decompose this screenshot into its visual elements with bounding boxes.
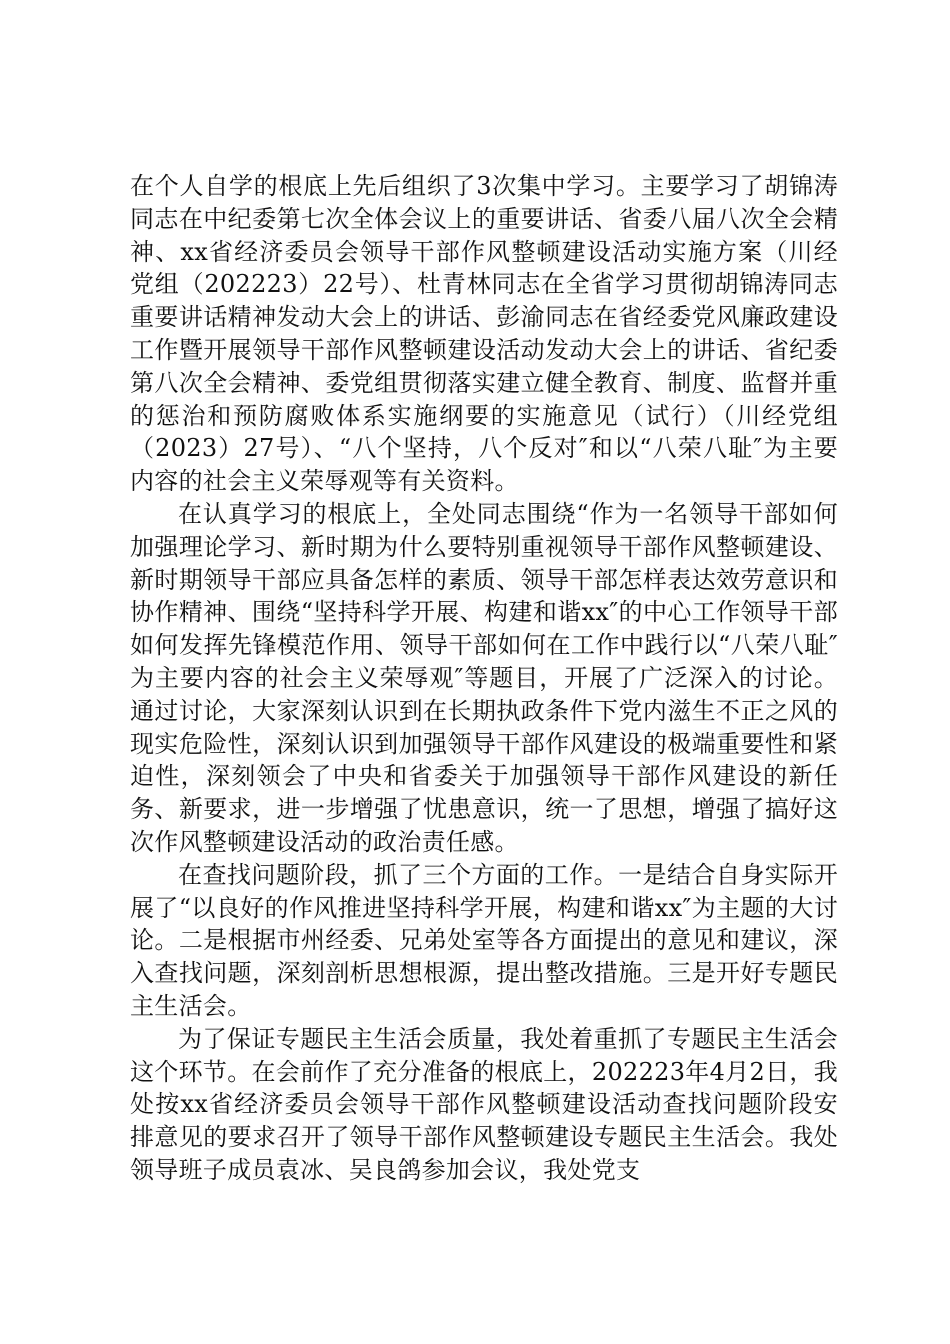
paragraph-2: 在认真学习的根底上，全处同志围绕“作为一名领导干部如何加强理论学习、新时期为什么要特别重视领导干部作风整顿建设、新时期领导干部应具备怎样的素质、领导干部怎样表达效劳意识和协作精神、围绕“坚持科学开展、构建和谐xx″的中心工作领导干部如何发挥先锋模范作用、领导干部如何在工作中践行以“八荣八耻″为主要内容的社会主义荣辱观″等题目，开展了广泛深入的讨论。通过讨论，大家深刻认识到在长期执政条件下党内滋生不正之风的现实危险性，深刻认识到加强领导干部作风建设的极端重要性和紧迫性，深刻领会了中央和省委关于加强领导干部作风建设的新任务、新要求，进一步增强了忧患意识，统一了思想，增强了搞好这次作风整顿建设活动的政治责任感。 — [130, 499, 838, 856]
paragraph-4: 为了保证专题民主生活会质量，我处着重抓了专题民主生活会这个环节。在会前作了充分准备的根底上，202223年4月2日，我处按xx省经济委员会领导干部作风整顿建设活动查找问题阶段安排意见的要求召开了领导干部作风整顿建设专题民主生活会。我处领导班子成员袁冰、吴良鸽参加会议，我处党支 — [130, 1024, 838, 1184]
paragraph-3: 在查找问题阶段，抓了三个方面的工作。一是结合自身实际开展了“以良好的作风推进坚持科学开展，构建和谐xx″为主题的大讨论。二是根据市州经委、兄弟处室等各方面提出的意见和建议，深入查找问题，深刻剖析思想根源，提出整改措施。三是开好专题民主生活会。 — [130, 860, 838, 1020]
paragraph-1: 在个人自学的根底上先后组织了3次集中学习。主要学习了胡锦涛同志在中纪委第七次全体会议上的重要讲话、省委八届八次全会精神、xx省经济委员会领导干部作风整顿建设活动实施方案（川经党组（202223）22号）、杜青林同志在全省学习贯彻胡锦涛同志重要讲话精神发动大会上的讲话、彭渝同志在省经委党风廉政建设工作暨开展领导干部作风整顿建设活动发动大会上的讲话、省纪委第八次全会精神、委党组贯彻落实建立健全教育、制度、监督并重的惩治和预防腐败体系实施纲要的实施意见（试行）（川经党组（2023）27号）、“八个坚持，八个反对″和以“八荣八耻″为主要内容的社会主义荣辱观等有关资料。 — [130, 172, 838, 496]
document-body — [130, 170, 838, 1187]
